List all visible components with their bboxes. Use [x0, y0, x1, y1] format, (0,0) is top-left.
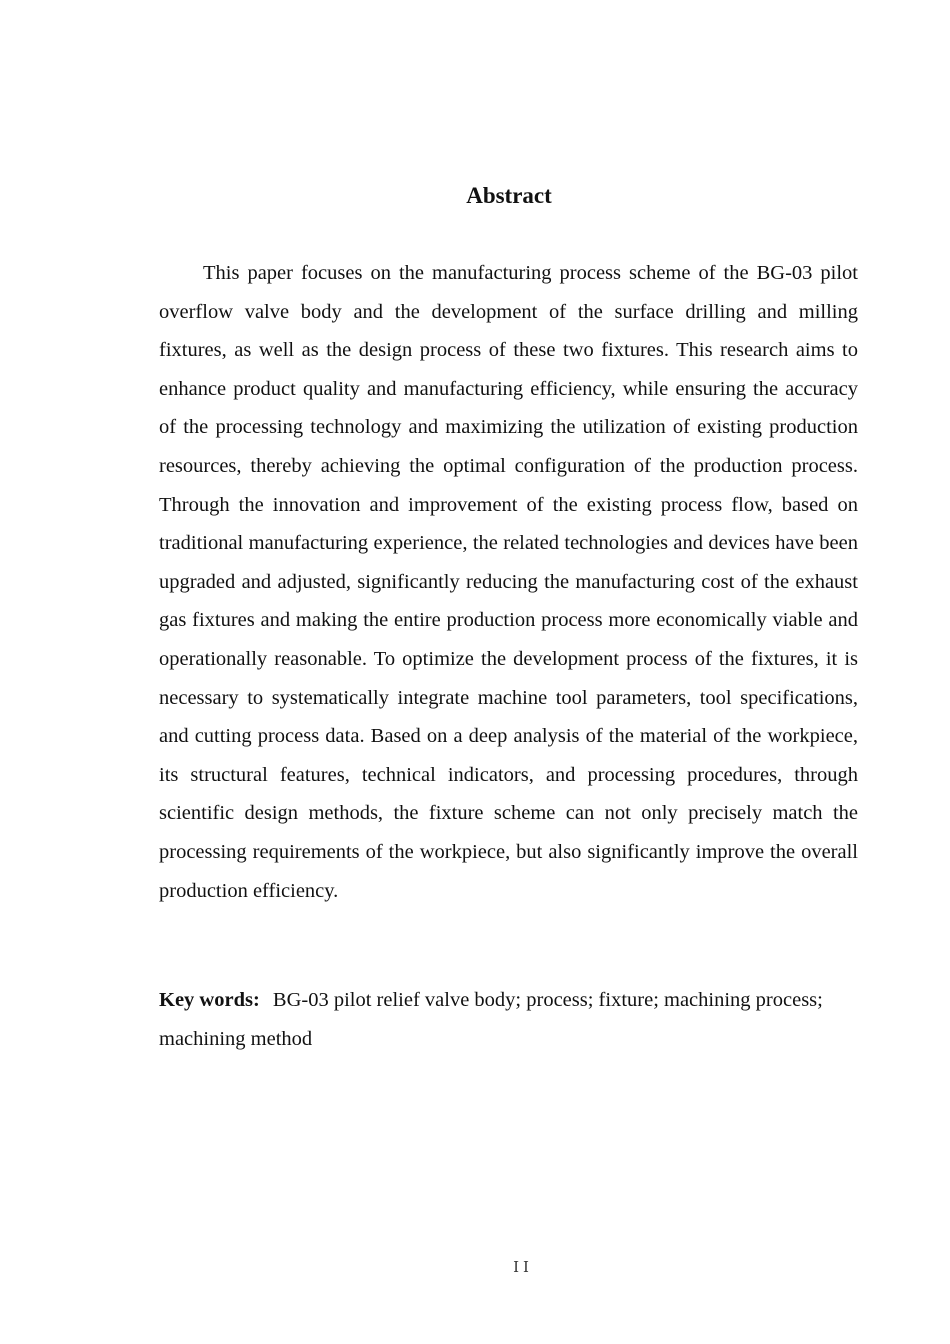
abstract-title: Abstract — [466, 183, 552, 208]
keywords-line — [159, 981, 858, 1058]
page-number: II — [513, 1258, 533, 1276]
keywords-text: BG-03 pilot relief valve body; process; fixture; machining process; machining method — [159, 989, 823, 1050]
keywords-label: Key words: — [159, 989, 260, 1011]
abstract-body: This paper focuses on the manufacturing process scheme of the BG-03 pilot overflow valve body and the development of the surface drilling and milling fixtures, as well as the design process of these two fixtures. This research aims to enhance product quality and manufacturing efficiency, while ensuring the accuracy of the processing technology and maximizing the utilization of existing production resources, thereby achieving the optimal configuration of the production process. Through the innovation and improvement of the existing process flow, based on traditional manufacturing experience, the related technologies and devices have been upgraded and adjusted, significantly reducing the manufacturing cost of the exhaust gas fixtures and making the entire production process more economically viable and operationally reasonable. To optimize the development process of the fixtures, it is necessary to systematically integrate machine tool parameters, tool specifications, and cutting process data. Based on a deep analysis of the material of the workpiece, its structural features, technical indicators, and processing procedures, through scientific design methods, the fixture scheme can not only precisely match the processing requirements of the workpiece, but also significantly improve the overall production efficiency. — [159, 262, 858, 902]
